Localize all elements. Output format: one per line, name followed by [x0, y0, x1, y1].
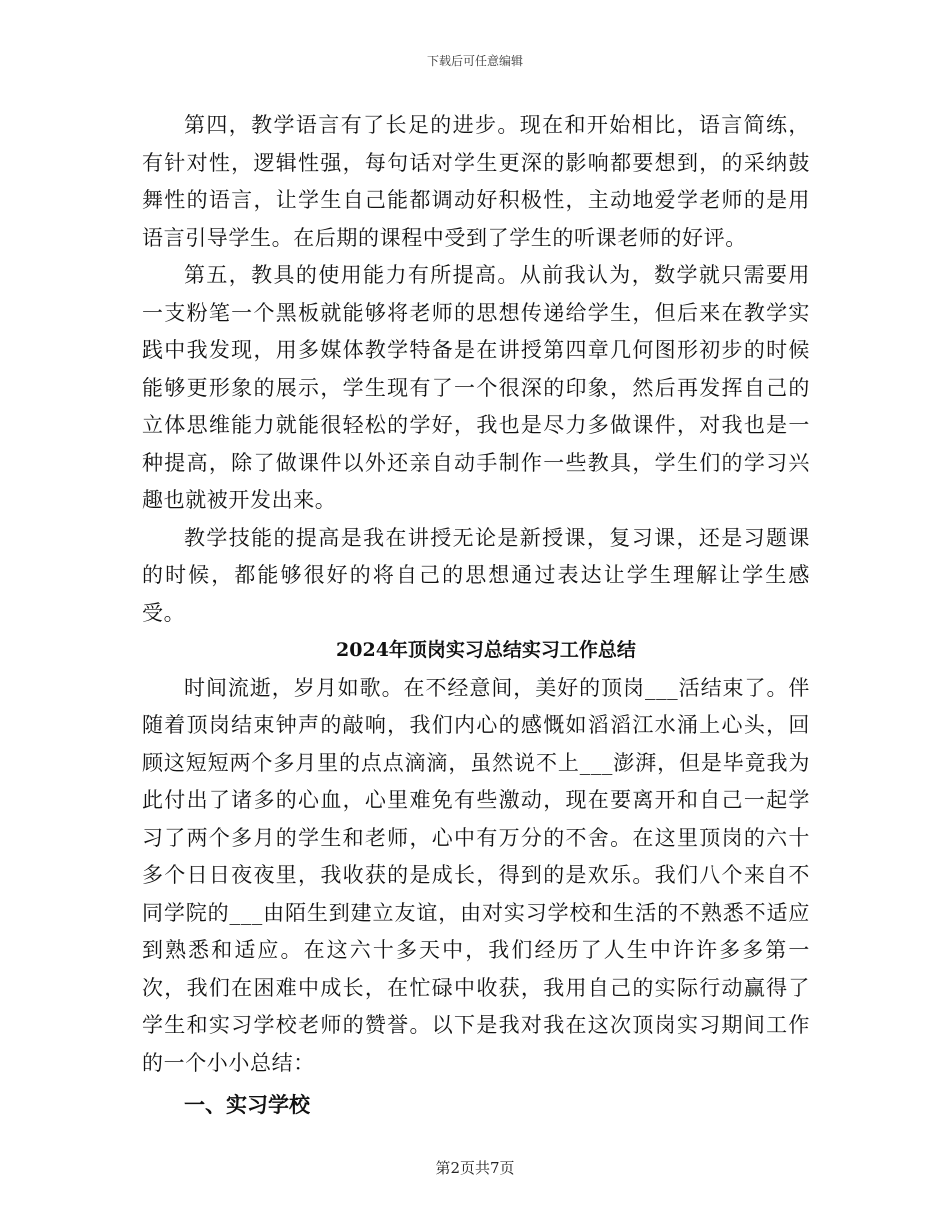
paragraph-teaching-language: 第四，教学语言有了长足的进步。现在和开始相比，语言简练，有针对性，逻辑性强，每句话对学生更深的影响都要想到，的采纳鼓舞性的语言，让学生自己能都调动好积极性，主动地爱学老师的是用语言引导学生。在后期的课程中受到了学生的听课老师的好评。	[142, 113, 810, 250]
document-body	[142, 107, 810, 1124]
section-heading-internship-school: 一、实习学校	[184, 1092, 310, 1117]
document-title: 2024年顶岗实习总结实习工作总结	[336, 639, 636, 661]
page-header-note: 下载后可任意编辑	[426, 54, 523, 68]
paragraph-teaching-aids: 第五，教具的使用能力有所提高。从前我认为，数学就只需要用一支粉笔一个黑板就能够将老师的思想传递给学生，但后来在教学实践中我发现，用多媒体教学特备是在讲授第四章几何图形初步的时候能够更形象的展示，学生现有了一个很深的印象，然后再发挥自己的立体思维能力就能很轻松的学好，我也是尽力多做课件，对我也是一种提高，除了做课件以外还亲自动手制作一些教具，学生们的学习兴趣也就被开发出来。	[142, 263, 810, 512]
paragraph-teaching-skills: 教学技能的提高是我在讲授无论是新授课，复习课，还是习题课的时候，都能够很好的将自己的思想通过表达让学生理解让学生感受。	[142, 525, 810, 625]
page-number-footer: 第2页共7页	[435, 1159, 515, 1177]
paragraph-introduction: 时间流逝，岁月如歌。在不经意间，美好的顶岗___活结束了。伴随着顶岗结束钟声的敲响，我们内心的感慨如滔滔江水涌上心头，回顾这短短两个多月里的点点滴滴，虽然说不上___澎湃，但是毕竟我为此付出了诸多的心血，心里难免有些激动，现在要离开和自己一起学习了两个多月的学生和老师，心中有万分的不舍。在这里顶岗的六十多个日日夜夜里，我收获的是成长，得到的是欢乐。我们八个来自不同学院的___由陌生到建立友谊，由对实习学校和生活的不熟悉不适应到熟悉和适应。在这六十多天中，我们经历了人生中许许多多第一次，我们在困难中成长，在忙碌中收获，我用自己的实际行动赢得了学生和实习学校老师的赞誉。以下是我对我在这次顶岗实习期间工作的一个小小总结：	[142, 675, 810, 1075]
